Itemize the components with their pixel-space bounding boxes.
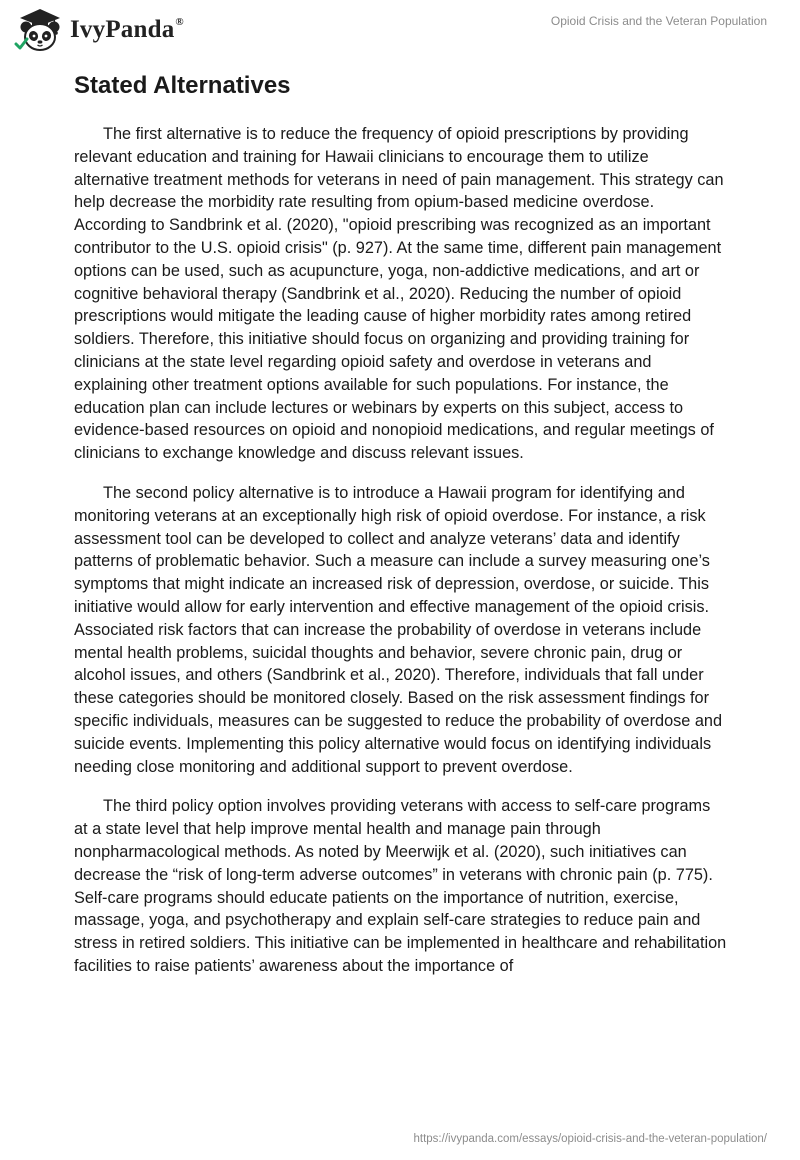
registered-mark: ® (175, 15, 184, 28)
panda-logo-icon (14, 6, 66, 54)
page-header (0, 0, 800, 60)
paragraph-third-alternative: The third policy option involves providing veterans with access to self-care programs at a state level that help improve mental health and manage pain through nonpharmacological methods. As noted by Meerwijk et al. (2020), such initiatives can decrease the “risk of long-term adverse outcomes” in veterans with chronic pain (p. 775). Self-care programs should educate patients on the importance of nutrition, exercise, massage, yoga, and psychotherapy and explain self-care strategies to reduce pain and stress in retired soldiers. This initiative can be implemented in healthcare and rehabilitation facilities to raise patients’ awareness about the importance of (74, 797, 727, 975)
running-title: Opioid Crisis and the Veteran Population (550, 14, 767, 28)
brand[interactable] (14, 6, 184, 54)
paragraph-first-alternative: The first alternative is to reduce the frequency of opioid prescriptions by providing relevant education and training for Hawaii clinicians to encourage them to utilize alternative treatment methods for veterans in need of pain management. This strategy can help decrease the morbidity rate resulting from opium-based medicine overdose. According to Sandbrink et al. (2020), "opioid prescribing was recognized as an important contributor to the U.S. opioid crisis" (p. 927). At the same time, different pain management options can be used, such as acupuncture, yoga, non-addictive medications, and art or cognitive behavioral therapy (Sandbrink et al., 2020). Reducing the number of opioid prescriptions would mitigate the leading cause of higher morbidity rates among retired soldiers. Therefore, this initiative should focus on organizing and providing training for clinicians at the state level regarding opioid safety and overdose in veterans and explaining other treatment options available for such populations. For instance, the education plan can include lectures or webinars by experts on this subject, access to evidence-based resources on opioid and nonopioid medications, and regular meetings of clinicians to exchange knowledge and discuss relevant issues. (74, 125, 724, 463)
brand-name: IvyPanda® (70, 15, 184, 43)
source-url-link[interactable]: https://ivypanda.com/essays/opioid-crisis-and-the-veteran-population/ (413, 1133, 767, 1145)
paragraph-second-alternative: The second policy alternative is to introduce a Hawaii program for identifying and monitoring veterans at an exceptionally high risk of opioid overdose. For instance, a risk assessment tool can be developed to collect and analyze veterans’ data and identify patterns of problematic behavior. Such a measure can include a survey measuring one’s symptoms that might indicate an increased risk of depression, overdose, or suicide. This initiative would allow for early intervention and effective management of the opioid crisis. Associated risk factors that can increase the probability of overdose in veterans include mental health problems, suicidal thoughts and behavior, severe chronic pain, drug or alcohol issues, and others (Sandbrink et al., 2020). Therefore, individuals that fall under these categories should be monitored closely. Based on the risk assessment findings for specific individuals, measures can be suggested to reduce the probability of overdose and suicide events. Implementing this policy alternative would focus on identifying individuals needing close monitoring and additional support to prevent overdose. (74, 483, 723, 776)
essay-body (74, 123, 728, 995)
section-heading: Stated Alternatives (74, 72, 291, 99)
